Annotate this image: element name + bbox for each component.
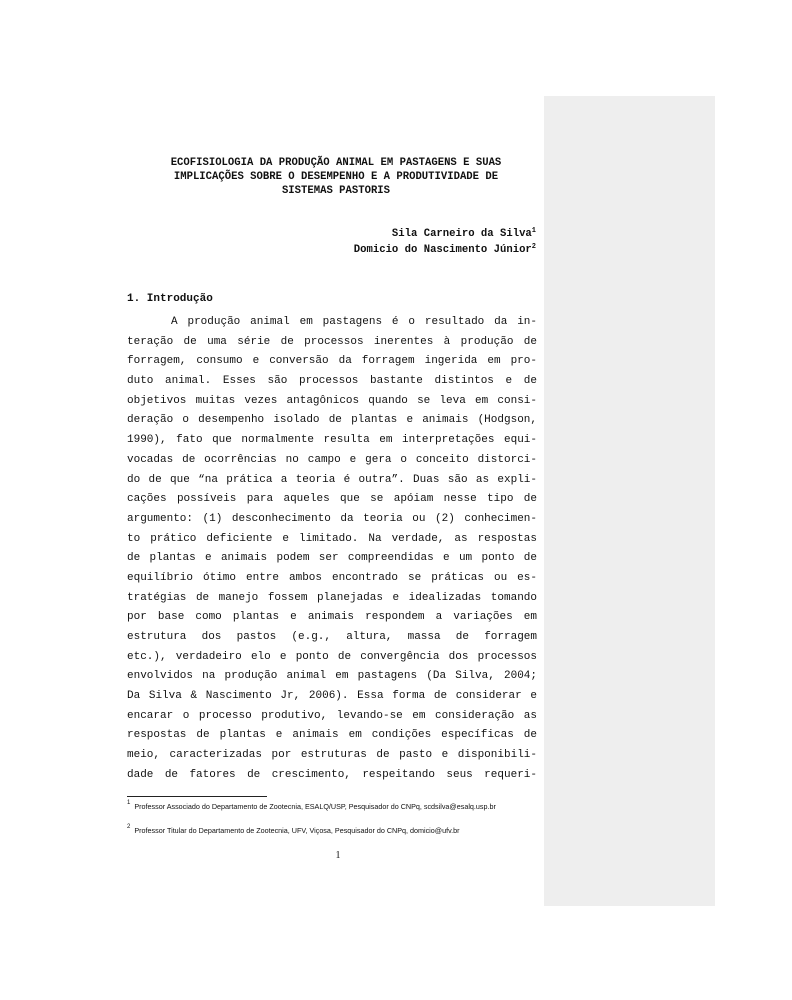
paragraph-line: etc.), verdadeiro elo e ponto de convergência dos processos (127, 650, 537, 663)
document-title (120, 156, 552, 198)
footnote (127, 826, 460, 835)
footnote (127, 802, 496, 811)
author-name: Domicio do Nascimento Júnior (353, 244, 532, 256)
paragraph-line: objetivos muitas vezes antagônicos quando se leva em consi- (127, 394, 537, 407)
paragraph-line: dade de fatores de crescimento, respeitando seus requeri- (127, 768, 537, 781)
paragraph-line: cações possíveis para aqueles que se apóiam nesse tipo de (127, 493, 537, 506)
paragraph-line: tratégias de manejo fossem planejadas e idealizadas tomando (127, 591, 537, 604)
paragraph-line: forragem, consumo e conversão da forragem ingerida em pro- (127, 355, 537, 368)
section-heading: 1. Introdução (127, 293, 213, 305)
title-line: ECOFISIOLOGIA DA PRODUÇÃO ANIMAL EM PASTAGENS E SUAS (170, 157, 502, 169)
paragraph-line: respostas de plantas e animais em condições específicas de (127, 729, 537, 742)
footnote-marker[interactable]: 2 (531, 243, 536, 251)
title-line: IMPLICAÇÕES SOBRE O DESEMPENHO E A PRODUTIVIDADE DE (173, 171, 499, 183)
footnote-text: Professor Titular do Departamento de Zootecnia, UFV, Viçosa, Pesquisador do CNPq, domicio@ufv.br (134, 826, 460, 835)
paragraph-line: por base como plantas e animais respondem a variações em (127, 611, 537, 624)
footnote-marker[interactable]: 1 (531, 227, 536, 235)
comment-pane (544, 96, 715, 906)
paragraph-line: envolvidos na produção animal em pastagens (Da Silva, 2004; (127, 670, 537, 683)
paragraph-line: deração o desempenho isolado de plantas e animais (Hodgson, (127, 414, 537, 427)
author-line (354, 226, 536, 242)
title-line: SISTEMAS PASTORIS (281, 185, 391, 197)
paragraph-line: do de que “na prática a teoria é outra”. Duas são as expli- (127, 473, 537, 486)
paragraph-line: argumento: (1) desconhecimento da teoria ou (2) conhecimen- (127, 512, 537, 525)
footnote-text: Professor Associado do Departamento de Zootecnia, ESALQ/USP, Pesquisador do CNPq, scdsilva@esalq.usp.br (134, 802, 496, 811)
footnote-number: 1 (127, 800, 131, 806)
page-number: 1 (335, 850, 341, 861)
paragraph-line: to prático deficiente e limitado. Na verdade, as respostas (127, 532, 537, 545)
paragraph-line: A produção animal em pastagens é o resultado da in- (171, 316, 537, 328)
author-block (354, 226, 536, 258)
paragraph-line: encarar o processo produtivo, levando-se em consideração as (127, 709, 537, 722)
paragraph-line: de plantas e animais podem ser compreendidas e um ponto de (127, 552, 537, 565)
footnote-separator (127, 796, 267, 797)
paragraph-line: equilíbrio ótimo entre ambos encontrado se práticas ou es- (127, 571, 537, 584)
paragraph-line: teração de uma série de processos inerentes à produção de (127, 335, 537, 348)
paragraph-line: 1990), fato que normalmente resulta em interpretações equi- (127, 434, 537, 447)
paragraph-line: vocadas de ocorrências no campo e gera o conceito distorci- (127, 453, 537, 466)
author-line (354, 242, 536, 258)
author-name: Sila Carneiro da Silva (391, 228, 532, 240)
paragraph-line: Da Silva & Nascimento Jr, 2006). Essa forma de considerar e (127, 690, 537, 703)
footnote-number: 2 (127, 824, 131, 830)
body-paragraph (127, 313, 537, 786)
paragraph-line: estrutura dos pastos (e.g., altura, massa de forragem (127, 631, 537, 643)
paragraph-line: meio, caracterizadas por estruturas de pasto e disponibili- (127, 749, 537, 762)
paragraph-line: duto animal. Esses são processos bastante distintos e de (127, 375, 537, 388)
